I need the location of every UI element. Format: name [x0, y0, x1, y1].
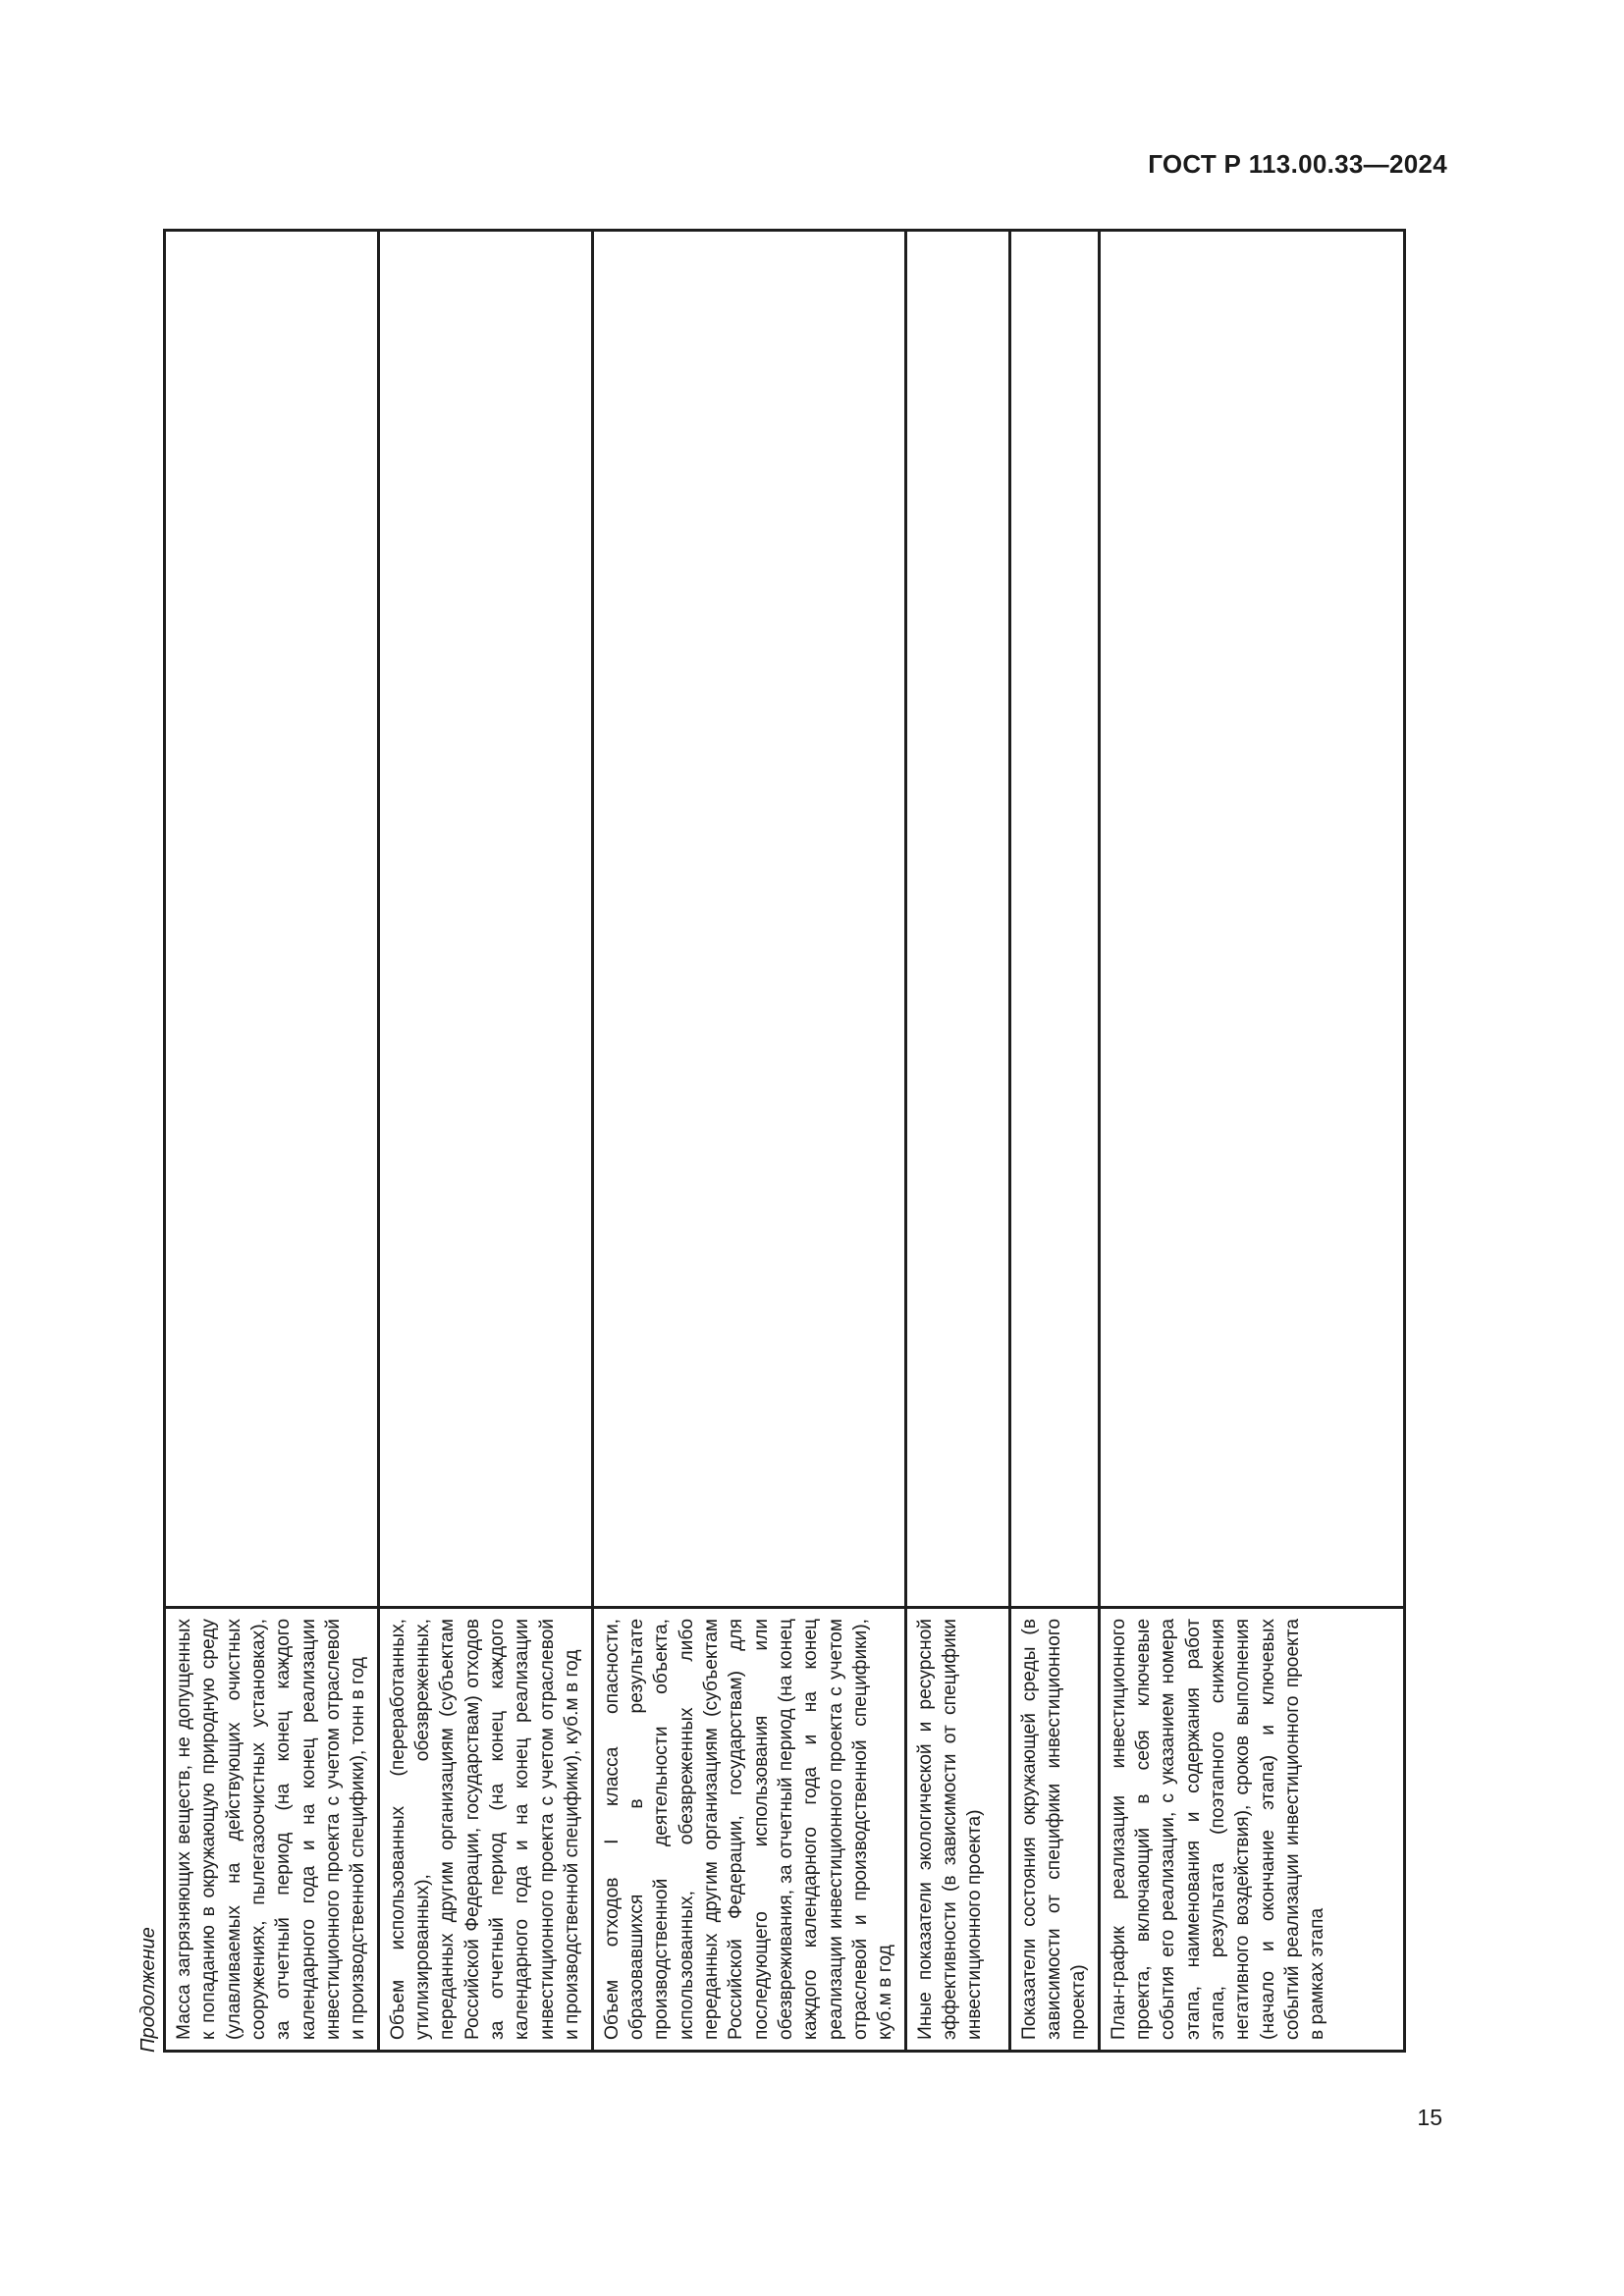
row-value-cell — [165, 231, 379, 1608]
row-description: Иные показатели экологической и ресурсной эффективности (в зависимости от специфики инвестиционного проекта) — [905, 1608, 1009, 2052]
indicators-table — [163, 229, 1406, 2053]
continuation-label: Продолжение — [137, 1927, 159, 2053]
row-value-cell — [378, 231, 592, 1608]
row-description: Объем использованных (переработанных, утилизированных), обезвреженных, переданных другим организациям (субъектам Российской Федерации, государствам) отходов за отчетный период (на конец каждого календарного года и на конец реализации инвестиционного проекта с учетом отраслевой и производственной специфики), куб.м в год — [378, 1608, 592, 2052]
row-value-cell — [1099, 231, 1404, 1608]
document-code: ГОСТ Р 113.00.33—2024 — [1148, 149, 1447, 179]
row-description: План-график реализации инвестиционного проекта, включающий в себя ключевые события его реализации, с указанием номера этапа, наименования и содержания работ этапа, результата (поэтапного снижения негативного воздействия), сроков выполнения (начало и окончание этапа) и ключевых событий реализации инвестиционного проекта в рамках этапа — [1099, 1608, 1404, 2052]
row-value-cell — [905, 231, 1009, 1608]
table-row — [165, 231, 379, 2052]
table-row — [378, 231, 592, 2052]
rotated-table-area — [118, 229, 1410, 2053]
rotated-content — [118, 229, 1410, 2053]
row-description: Показатели состояния окружающей среды (в зависимости от специфики инвестиционного проекта) — [1009, 1608, 1099, 2052]
table-row — [1009, 231, 1099, 2052]
row-value-cell — [1009, 231, 1099, 1608]
table-row — [905, 231, 1009, 2052]
table-row — [592, 231, 905, 2052]
table-row — [1099, 231, 1404, 2052]
row-value-cell — [592, 231, 905, 1608]
page-number: 15 — [1417, 2105, 1442, 2130]
row-description: Объем отходов I класса опасности, образовавшихся в результате производственной деятельности объекта, использованных, обезвреженных либо переданных другим организациям (субъектам Российской Федерации, государствам) для последующего использования или обезвреживания, за отчетный период (на конец каждого календарного года и на конец реализации инвестиционного проекта с учетом отраслевой и производственной специфики), куб.м в год — [592, 1608, 905, 2052]
row-description: Масса загрязняющих веществ, не допущенных к попаданию в окружающую природную среду (улавливаемых на действующих очистных сооружениях, пылегазоочистных установках), за отчетный период (на конец каждого календарного года и на конец реализации инвестиционного проекта с учетом отраслевой и производственной специфики), тонн в год — [165, 1608, 379, 2052]
